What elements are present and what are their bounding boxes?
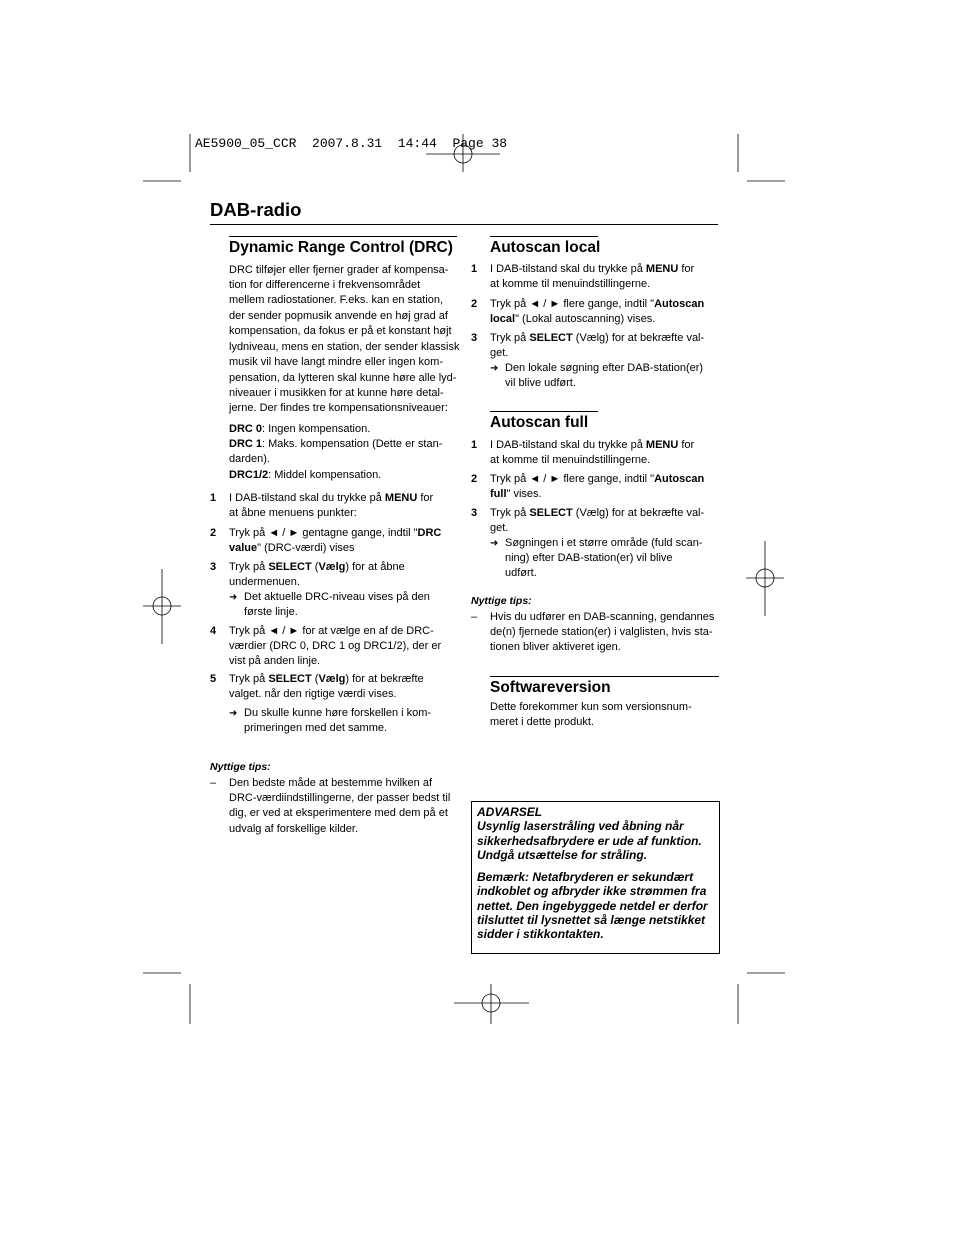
tip-text	[229, 776, 450, 838]
bold-text: local	[490, 312, 516, 325]
text-line	[229, 437, 442, 452]
step-number: 4	[210, 624, 217, 637]
step-text	[229, 526, 441, 557]
text-run: Tryk på	[490, 506, 530, 519]
bold-text: DRC1/2	[229, 468, 269, 481]
text-run: pensation, da lytteren skal kunne høre alle lyd-	[229, 371, 457, 384]
text-line	[229, 541, 441, 556]
bold-text: DRC	[417, 526, 442, 539]
warning-title: ADVARSEL	[477, 805, 543, 819]
text-run: undermenuen.	[229, 575, 300, 588]
step-number: 1	[471, 438, 478, 451]
step-number: 2	[471, 472, 478, 485]
text-run: at komme til menuindstillingerne.	[490, 277, 651, 290]
step-text	[490, 297, 704, 328]
text-run: (	[311, 672, 319, 685]
text-run: Undgå utsættelse for stråling.	[477, 847, 648, 862]
autoscan-local-step-3-result	[490, 361, 703, 392]
text-run: dig, er ved at eksperimentere med dem på et	[229, 807, 448, 820]
text-line	[477, 884, 708, 898]
text-line	[490, 453, 694, 468]
section-heading-autoscan-full: Autoscan full	[490, 414, 589, 431]
text-line	[490, 262, 694, 277]
warning-block-1	[477, 805, 702, 862]
drc-step-3-result	[229, 590, 430, 621]
drc-step-2	[210, 526, 441, 557]
drc-tip-item	[210, 776, 450, 838]
text-run: Dette forekommer kun som versionsnum-	[490, 700, 692, 713]
registration-mark-bottom-circle	[482, 994, 500, 1012]
result-text	[505, 536, 702, 582]
autoscan-local-step-2	[471, 297, 704, 328]
text-run: for	[678, 262, 695, 275]
text-line	[477, 848, 702, 862]
text-run: tion for differencerne i frekvensområdet	[229, 278, 421, 291]
text-line	[477, 899, 708, 913]
text-run: : Ingen kompensation.	[262, 422, 371, 435]
text-run: " (DRC-værdi) vises	[257, 541, 355, 554]
text-line	[229, 468, 442, 483]
arrow-right-icon: ➜	[490, 537, 499, 549]
text-line	[505, 536, 702, 551]
text-run: niveauer i musikken for at kunne høre detal-	[229, 387, 444, 399]
bold-text: full	[490, 487, 507, 500]
text-run: (Vælg) for at bekræfte val-	[572, 331, 705, 344]
text-run: ning) efter DAB-station(er) vil blive	[505, 551, 673, 564]
text-line	[490, 700, 692, 715]
text-run: I DAB-tilstand skal du trykke på	[229, 491, 385, 504]
text-line	[229, 309, 460, 324]
text-line	[229, 324, 460, 339]
text-line	[477, 870, 708, 884]
text-run: get.	[490, 521, 509, 534]
step-number: 1	[471, 262, 478, 275]
step-text	[229, 672, 424, 703]
text-line	[490, 312, 704, 327]
text-run: mellem radiostationer. F.eks. kan en station,	[229, 294, 443, 307]
text-line	[229, 491, 433, 506]
text-line	[244, 590, 430, 605]
text-run: for	[417, 491, 434, 504]
text-line	[229, 687, 424, 702]
step-number: 5	[210, 672, 217, 685]
drc-step-5	[210, 672, 424, 703]
text-line	[229, 526, 441, 541]
text-run: Den lokale søgning efter DAB-station(er)	[505, 361, 704, 374]
text-line	[490, 487, 704, 502]
text-line	[490, 521, 704, 536]
text-run: Søgningen i et større område (fuld scan-	[505, 536, 703, 549]
text-line	[490, 625, 714, 640]
text-line	[229, 560, 405, 575]
text-run: Tryk på	[490, 331, 530, 344]
text-run: (	[311, 560, 319, 573]
bold-text: SELECT	[268, 560, 312, 573]
text-run: at komme til menuindstillingerne.	[490, 453, 651, 466]
text-run: valget. når den rigtige værdi vises.	[229, 687, 397, 700]
autoscan-full-step-3	[471, 506, 704, 537]
autoscan-local-step-1	[471, 262, 694, 293]
text-run: Tryk på	[229, 560, 269, 573]
text-run: Bemærk: Netafbryderen er sekundært	[477, 870, 694, 884]
text-line	[505, 551, 702, 566]
section-rule-softwareversion	[490, 676, 719, 677]
drc-tips-heading: Nyttige tips:	[210, 761, 271, 773]
text-line	[490, 610, 714, 625]
step-text	[490, 438, 694, 469]
text-run: : Middel kompensation.	[268, 468, 382, 481]
bold-text: Vælg	[318, 560, 346, 573]
text-line	[229, 386, 460, 401]
text-run: første linje.	[244, 605, 298, 618]
text-line	[229, 806, 450, 821]
text-line	[490, 472, 704, 487]
text-line	[229, 401, 460, 416]
text-line	[490, 346, 704, 361]
text-line	[229, 355, 460, 370]
result-text	[244, 706, 431, 737]
text-run: at åbne menuens punkter:	[229, 506, 357, 519]
text-run: " (Lokal autoscanning) vises.	[515, 312, 656, 325]
text-run: I DAB-tilstand skal du trykke på	[490, 438, 646, 451]
text-run: tilsluttet til lysnettet så længe netstikket	[477, 912, 706, 927]
step-number: 3	[471, 506, 478, 519]
text-run: ) for at bekræfte	[345, 672, 424, 685]
text-run: Tryk på ◄ / ► for at vælge en af de DRC-	[229, 624, 434, 637]
text-line	[229, 654, 441, 669]
text-line	[244, 706, 431, 721]
text-line	[229, 263, 460, 278]
tip-text	[490, 610, 714, 656]
text-line	[229, 575, 405, 590]
text-run: " vises.	[506, 487, 542, 500]
dash-bullet: –	[210, 776, 217, 789]
text-run: ) for at åbne	[345, 560, 405, 573]
step-number: 2	[210, 526, 217, 539]
text-run: de(n) fjernede station(er) i valglisten, hvis sta-	[490, 625, 713, 638]
text-line	[477, 913, 708, 927]
text-run: I DAB-tilstand skal du trykke på	[490, 262, 646, 275]
text-line	[490, 640, 714, 655]
bold-text: DRC 1	[229, 437, 263, 450]
autoscan-full-step-1	[471, 438, 694, 469]
warning-paragraph-1	[477, 819, 702, 862]
drc-step-5-result	[229, 706, 431, 737]
text-run: : Maks. kompensation (Dette er stan-	[262, 437, 443, 450]
title-rule	[210, 224, 718, 225]
text-line	[477, 819, 702, 833]
text-line	[229, 278, 460, 293]
text-run: Tryk på	[229, 672, 269, 685]
text-run: (Vælg) for at bekræfte val-	[572, 506, 705, 519]
text-line	[490, 715, 692, 730]
text-run: Du skulle kunne høre forskellen i kom-	[244, 706, 432, 719]
text-run: Tryk på ◄ / ► gentagne gange, indtil "	[229, 526, 418, 539]
bold-text: SELECT	[268, 672, 312, 685]
text-line	[490, 297, 704, 312]
step-text	[490, 331, 704, 362]
text-line	[244, 605, 430, 620]
bold-text: Autoscan	[654, 297, 705, 310]
text-run: værdier (DRC 0, DRC 1 og DRC1/2), der er	[229, 639, 442, 652]
text-line	[505, 566, 702, 581]
warning-paragraph-2	[477, 870, 708, 941]
section-rule-autoscan-full	[490, 411, 598, 412]
text-line	[229, 822, 450, 837]
text-line	[229, 293, 460, 308]
text-run: lydniveau, mens en station, der sender klassisk	[229, 340, 460, 353]
text-line	[229, 340, 460, 355]
text-run: Den bedste måde at bestemme hvilken af	[229, 776, 433, 789]
text-line	[229, 422, 442, 437]
result-text	[505, 361, 703, 392]
text-run: meret i dette produkt.	[490, 715, 594, 728]
bold-text: SELECT	[529, 331, 573, 344]
text-line	[490, 277, 694, 292]
section-heading-autoscan-local: Autoscan local	[490, 239, 601, 256]
bold-text: MENU	[645, 438, 679, 451]
text-line	[229, 624, 441, 639]
text-run: vil blive udført.	[505, 376, 576, 389]
text-line	[477, 834, 702, 848]
text-line	[505, 376, 703, 391]
text-run: sidder i stikkontakten.	[477, 927, 604, 942]
step-text	[490, 506, 704, 537]
text-run: musik vil have langt mindre eller ingen kom-	[229, 356, 443, 369]
autoscan-tip-item	[471, 610, 714, 656]
text-line	[229, 672, 424, 687]
text-line	[229, 639, 441, 654]
text-run: darden).	[229, 453, 270, 466]
softwareversion-paragraph	[490, 700, 692, 731]
bold-text: DRC 0	[229, 422, 263, 435]
text-run: DRC tilføjer eller fjerner grader af kompensa-	[229, 263, 449, 276]
text-line	[490, 331, 704, 346]
text-line	[229, 371, 460, 386]
text-run: get.	[490, 346, 509, 359]
arrow-right-icon: ➜	[229, 591, 238, 603]
step-text	[490, 262, 694, 293]
text-run: der sender popmusik anvende en høj grad af	[229, 309, 448, 322]
arrow-right-icon: ➜	[490, 362, 499, 374]
section-rule-drc	[229, 236, 457, 237]
warning-block-2	[477, 870, 708, 941]
bold-text: Vælg	[318, 672, 346, 685]
drc-intro-paragraph	[229, 263, 460, 417]
text-line	[477, 927, 708, 941]
dash-bullet: –	[471, 610, 478, 623]
registration-mark-right-circle	[756, 569, 774, 587]
drc-step-4	[210, 624, 441, 670]
text-run: sikkerhedsafbrydere er ude af funktion.	[477, 833, 702, 848]
section-heading-drc: Dynamic Range Control (DRC)	[229, 239, 453, 256]
text-line	[244, 721, 431, 736]
text-line	[229, 791, 450, 806]
text-run: tionen bliver aktiveret igen.	[490, 641, 621, 654]
text-run: Hvis du udfører en DAB-scanning, gendannes	[490, 610, 715, 623]
bold-text: value	[229, 541, 258, 554]
registration-mark-left-circle	[153, 597, 171, 615]
step-text	[490, 472, 704, 503]
text-line	[229, 452, 442, 467]
step-text	[229, 560, 405, 591]
text-run: udført.	[505, 567, 537, 580]
step-number: 2	[471, 297, 478, 310]
step-number: 1	[210, 491, 217, 504]
text-run: kompensation, da fokus er på et konstant højt	[229, 325, 452, 338]
bold-text: MENU	[645, 262, 679, 275]
section-heading-softwareversion: Softwareversion	[490, 679, 611, 696]
drc-levels-list	[229, 422, 442, 484]
text-line	[490, 438, 694, 453]
autoscan-full-step-2	[471, 472, 704, 503]
bold-text: SELECT	[529, 506, 573, 519]
text-run: Tryk på ◄ / ► flere gange, indtil "	[490, 472, 655, 485]
text-run: primeringen med det samme.	[244, 721, 388, 734]
text-run: DRC-værdiindstillingerne, der passer bedst til	[229, 791, 451, 804]
step-number: 3	[471, 331, 478, 344]
drc-step-3	[210, 560, 405, 591]
autoscan-local-step-3	[471, 331, 704, 362]
step-text	[229, 624, 441, 670]
text-line	[505, 361, 703, 376]
text-run: vist på anden linje.	[229, 655, 321, 668]
bold-text: Autoscan	[654, 472, 705, 485]
step-number: 3	[210, 560, 217, 573]
bold-text: MENU	[384, 491, 418, 504]
print-slug: AE5900_05_CCR 2007.8.31 14:44 Page 38	[195, 136, 508, 151]
result-text	[244, 590, 430, 621]
text-run: jerne. Der findes tre kompensationsniveauer:	[229, 402, 448, 415]
text-line	[229, 776, 450, 791]
text-run: for	[678, 438, 695, 451]
page-title: DAB-radio	[210, 199, 302, 220]
arrow-right-icon: ➜	[229, 707, 238, 719]
autoscan-full-step-3-result	[490, 536, 702, 582]
text-run: indkoblet og afbryder ikke strømmen fra	[477, 884, 707, 899]
text-run: Det aktuelle DRC-niveau vises på den	[244, 590, 430, 603]
text-line	[490, 506, 704, 521]
text-line	[229, 506, 433, 521]
text-run: nettet. Den ingebyggede netdel er derfor	[477, 898, 708, 913]
autoscan-tips-heading: Nyttige tips:	[471, 595, 532, 607]
section-rule-autoscan-local	[490, 236, 598, 237]
step-text	[229, 491, 433, 522]
text-run: Tryk på ◄ / ► flere gange, indtil "	[490, 297, 655, 310]
text-run: udvalg af forskellige kilder.	[229, 822, 359, 835]
drc-step-1	[210, 491, 433, 522]
text-run: Usynlig laserstråling ved åbning når	[477, 819, 684, 834]
